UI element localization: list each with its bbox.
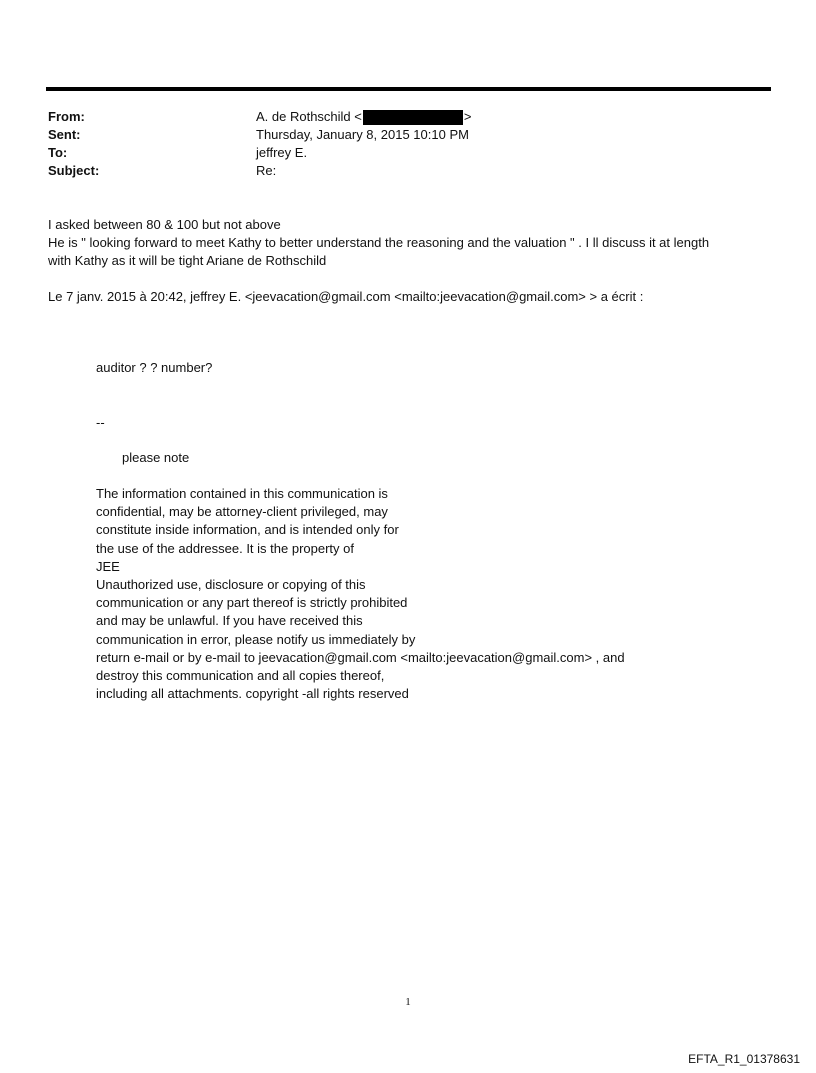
sent-value: Thursday, January 8, 2015 10:10 PM [256,127,469,142]
quoted-header: Le 7 janv. 2015 à 20:42, jeffrey E. <jeevacation@gmail.com <mailto:jeevacation@gmail.com> > a écrit : [48,289,644,304]
bates-number: EFTA_R1_01378631 [688,1052,800,1066]
from-suffix: > [463,109,472,124]
from-name: A. de Rothschild < [256,109,362,124]
disclaimer-line: confidential, may be attorney-client privileged, may [96,504,388,520]
disclaimer-line: and may be unlawful. If you have received this [96,613,363,629]
disclaimer-line: return e-mail or by e-mail to jeevacation@gmail.com <mailto:jeevacation@gmail.com> , and [96,649,625,665]
body-line: with Kathy as it will be tight Ariane de Rothschild [48,253,327,268]
quoted-signature-dashes: -- [96,415,105,430]
from-label: From: [48,109,85,124]
header-rule [46,87,771,91]
email-header [48,108,748,180]
disclaimer-line: communication or any part thereof is strictly prohibited [96,595,408,611]
disclaimer-line: destroy this communication and all copies thereof, [96,668,385,684]
disclaimer-line: The information contained in this communication is [96,486,388,501]
redaction-box [363,110,463,125]
subject-row [48,162,748,180]
body-line: I asked between 80 & 100 but not above [48,217,281,232]
sent-row [48,126,748,144]
disclaimer-line: communication in error, please notify us immediately by [96,631,416,647]
page-number: 1 [405,996,411,1008]
sent-label: Sent: [48,127,81,142]
subject-label: Subject: [48,163,100,178]
to-value: jeffrey E. [256,145,308,160]
disclaimer-line: constitute inside information, and is intended only for [96,522,399,538]
to-row [48,144,748,162]
disclaimer-line: Unauthorized use, disclosure or copying of this [96,577,366,593]
email-body [48,216,768,270]
quoted-question: auditor ? ? number? [96,360,213,375]
quoted-note: please note [122,450,190,465]
disclaimer-line: the use of the addressee. It is the property of [96,540,354,556]
disclaimer-line: including all attachments. copyright -all rights reserved [96,686,409,702]
from-row [48,108,748,126]
disclaimer-line: JEE [96,558,120,574]
subject-value: Re: [256,163,277,178]
disclaimer [96,485,716,703]
body-line: He is " looking forward to meet Kathy to better understand the reasoning and the valuation " . I ll discuss it at length [48,235,710,250]
to-label: To: [48,145,68,160]
from-value [256,108,471,126]
